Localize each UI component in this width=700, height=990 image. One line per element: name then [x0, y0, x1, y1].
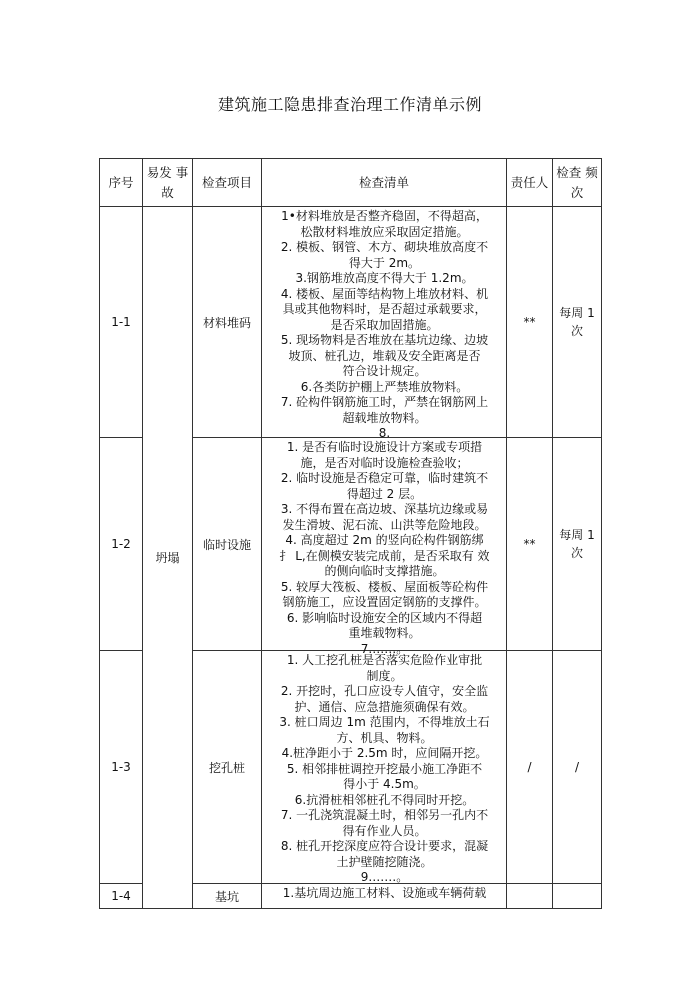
checklist-line: 3. 不得布置在高边坡、深基坑边缘或易: [280, 502, 489, 516]
checklist-line: 1•材料堆放是否整齐稳固，不得超高，: [281, 209, 488, 223]
checklist-line: 4.桩净距小于 2.5m 时，应间隔开挖。: [281, 746, 488, 760]
row-item: 基坑: [193, 884, 262, 909]
checklist-line: 1. 人工挖孔桩是否落实危险作业审批: [286, 653, 483, 667]
checklist-line: 是否采取加固措施。: [330, 317, 439, 332]
checklist-line: 施，是否对临时设施检查验收；: [300, 455, 469, 470]
checklist-line: 得大于 2m。: [348, 255, 421, 270]
row-no: 1-4: [100, 884, 143, 909]
checklist-table: [99, 158, 602, 909]
checklist-line: 钢筋施工，应设置固定钢筋的支撑件。: [282, 595, 487, 609]
checklist-line: 坡顶、桩孔边，堆载及安全距离是否: [288, 348, 481, 363]
checklist-line: 8. 桩孔开挖深度应符合设计要求，混凝: [280, 839, 489, 853]
row-frequency: 每周 1 次: [553, 438, 602, 651]
row-item: 临时设施: [193, 438, 262, 651]
row-responsible: [507, 884, 553, 909]
checklist-line: 超载堆放物料。: [342, 410, 427, 425]
checklist-line: 5. 相邻排桩调控开挖最小施工净距不: [286, 761, 483, 776]
checklist-cell: [262, 207, 507, 438]
checklist-line: 护、通信、应急措施须确保有效。: [294, 699, 475, 714]
header-accident: 易发 事故: [143, 159, 193, 207]
checklist-line: 5. 现场物料是否堆放在基坑边缘、边坡: [280, 333, 489, 347]
checklist-line: 1.基坑周边施工材料、设施或车辆荷载: [282, 886, 487, 900]
checklist-line: 2. 临时设施是否稳定可靠，临时建筑不: [280, 471, 489, 485]
row-item: 材料堆码: [193, 207, 262, 438]
header-row: [100, 159, 602, 207]
checklist-line: 7. 一孔浇筑混凝土时，相邻另一孔内不: [280, 808, 489, 822]
checklist-cell: [262, 884, 507, 909]
checklist-line: 6.抗滑桩相邻桩孔不得同时开挖。: [294, 792, 475, 807]
checklist-line: 得小于 4.5m。: [343, 777, 426, 791]
checklist-cell: [262, 651, 507, 884]
row-no: 1-2: [100, 438, 143, 651]
row-frequency: [553, 884, 602, 909]
row-frequency: /: [553, 651, 602, 884]
checklist-line: 9.……。: [360, 870, 409, 884]
checklist-line: 7.……。: [360, 641, 409, 656]
row-responsible: **: [507, 207, 553, 438]
checklist-cell: [262, 438, 507, 656]
header-item: 检查项目: [193, 159, 262, 207]
table-row: [100, 207, 602, 438]
row-frequency: 每周 1 次: [553, 207, 602, 438]
row-responsible: /: [507, 651, 553, 884]
checklist-line: 松散材料堆放应采取固定措施。: [300, 224, 469, 239]
checklist-line: 得有作业人员。: [342, 823, 427, 838]
checklist-line: 4. 高度超过 2m 的竖向砼构件钢筋绑: [285, 533, 484, 547]
checklist-line: 方、机具、物料。: [336, 730, 433, 745]
checklist-line: 6.各类防护棚上严禁堆放物料。: [300, 379, 469, 394]
header-responsible: 责任人: [507, 159, 553, 207]
checklist-line: 3.钢筋堆放高度不得大于 1.2m。: [295, 271, 474, 285]
checklist-line: 具或其他物料时，是否超过承载要求，: [282, 302, 487, 316]
checklist-line: 2. 模板、钢管、木方、砌块堆放高度不: [280, 240, 489, 254]
row-no: 1-3: [100, 651, 143, 884]
checklist-line: 7. 砼构件钢筋施工时，严禁在钢筋网上: [280, 395, 489, 409]
row-item: 挖孔桩: [193, 651, 262, 884]
checklist-line: 制度。: [366, 668, 403, 683]
checklist-line: 5. 较厚大筏板、楼板、屋面板等砼构件: [280, 579, 489, 594]
checklist-line: 扌 L,在侧模安装完成前，是否采取有 效: [279, 548, 490, 563]
checklist-line: 符合设计规定。: [342, 364, 427, 378]
accident-type: 坍塌: [143, 207, 193, 909]
row-no: 1-1: [100, 207, 143, 438]
header-list: 检查清单: [262, 159, 507, 207]
document-title: 建筑施工隐患排查治理工作清单示例: [217, 95, 482, 114]
checklist-line: 重堆载物料。: [348, 626, 421, 640]
checklist-line: 土护壁随挖随浇。: [336, 854, 433, 869]
checklist-line: 6. 影响临时设施安全的区域内不得超: [286, 610, 483, 625]
checklist-line: 1. 是否有临时设施设计方案或专项措: [286, 440, 483, 454]
header-frequency: 检查 频次: [553, 159, 602, 207]
header-no: 序号: [100, 159, 143, 207]
checklist-line: 4. 楼板、屋面等结构物上堆放材料、机: [280, 286, 489, 301]
checklist-line: 3. 桩口周边 1m 范围内，不得堆放土石: [279, 715, 490, 729]
checklist-line: 8.: [378, 426, 391, 440]
checklist-line: 发生滑坡、泥石流、山洪等危险地段。: [282, 517, 487, 532]
checklist-line: 的侧向临时支撑措施。: [324, 564, 445, 578]
row-responsible: **: [507, 438, 553, 651]
checklist-line: 2. 开挖时，孔口应设专人值守，安全监: [280, 684, 489, 698]
checklist-line: 得超过 2 层。: [346, 486, 423, 501]
